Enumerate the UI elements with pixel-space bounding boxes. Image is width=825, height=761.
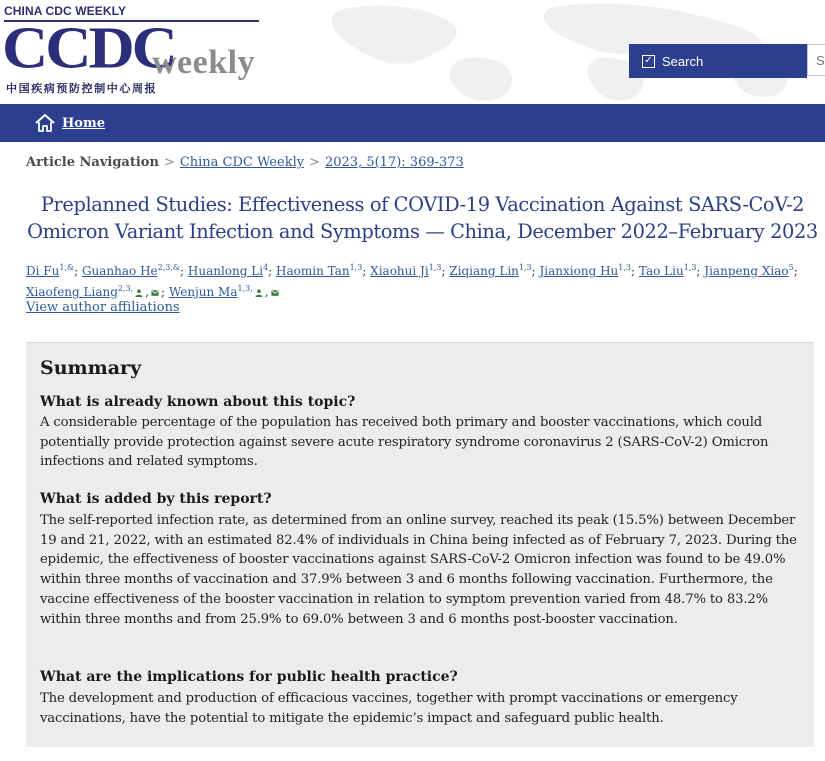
breadcrumb-link-issue[interactable]: 2023, 5(17): 369-373 (324, 155, 464, 170)
nav-home-link[interactable] (34, 113, 105, 133)
article-title (20, 191, 825, 245)
author-link[interactable]: Guanhao He (81, 264, 158, 278)
author-affiliation-sup: 5 (788, 263, 794, 272)
home-icon (34, 113, 56, 133)
author-link[interactable]: Tao Liu (638, 264, 684, 278)
author-list: Di $Fu^{1,\&}$; Guanhao $He^{2,3,\&}$; Huanlong Li$^4$; Haomin Tan$^{1,3}$; Xiaohui Ji$^{1,3}$; Ziqiang Lin$^{1,3}$; Jianxiong Hu$^{1,3}$; Tao Liu$^{1,3}$; Jianpeng Xiao$^5$; Xiaofeng Liang$^{2,3,}$ , ; Wenjun $Ma^{1,3,}$ , (26, 263, 798, 299)
author-affiliation-sup: 1,3, (237, 284, 253, 293)
author-link[interactable]: Huanlong Li (187, 264, 264, 278)
author-affiliation-sup: 2,3, (117, 284, 134, 293)
logo-chinese-name: 中国疾病预防控制中心周报 (6, 82, 158, 95)
summary-heading: Summary (40, 357, 142, 379)
author-affiliation-sup: 1,3 (349, 263, 363, 272)
breadcrumb-link-journal[interactable]: China CDC Weekly (179, 155, 305, 170)
main-navbar (0, 104, 825, 142)
logo-suffix[interactable]: weekly (152, 44, 256, 81)
person-icon[interactable] (255, 289, 263, 297)
view-affiliations-link[interactable]: View author affiliations (26, 300, 180, 315)
breadcrumb-title: Article Navigation (26, 155, 159, 170)
summary-answer-known: A considerable percentage of the population has received both primary and booster vaccinations, which could potentially provide protection against severe acute respiratory syndrome coronavirus 2 (SARS-CoV-2) Omicron infections and related symptoms. (40, 415, 769, 470)
site-header (0, 0, 825, 104)
summary-answer-added: The self-reported infection rate, as determined from an online survey, reached its peak (15.5%) between December 19 and 21, 2022, with an estimated 82.4% of individuals in China being infected as of February 7, 2023. During the epidemic, the effectiveness of booster vaccinations against SARS-CoV-2 Omicron infection was found to be 49.0% within three months of vaccination and 37.9% between 3 and 6 months following vaccination. Furthermore, the vaccine effectiveness of the booster vaccination in relation to symptom prevention varied from 48.7% to 83.2% within three months and from 25.9% to 69.0% between 3 and 6 months post-booster vaccination. (40, 513, 797, 627)
author-link[interactable]: Haomin Tan (276, 264, 350, 278)
author-affiliation-sup: 1,3 (518, 263, 532, 272)
author-link[interactable]: Jianpeng Xiao (704, 264, 789, 278)
author-affiliation-sup: 1,3 (618, 263, 632, 272)
summary-box (26, 342, 814, 747)
home-label: Home (62, 115, 105, 131)
author-affiliation-sup: 1,3 (683, 263, 697, 272)
summary-answer-implications: The development and production of efficacious vaccines, together with prompt vaccinations or emergency vaccinations, have the potential to mitigate the epidemic’s impact and safeguard public health. (40, 691, 738, 726)
summary-question-known: What is already known about this topic? (40, 394, 356, 410)
author-link[interactable]: Xiaohui Ji (370, 264, 429, 278)
article-title-line2: Omicron Variant Infection and Symptoms — China, December 2022–February 2023 (27, 220, 818, 243)
search-button[interactable] (629, 44, 807, 78)
email-icon[interactable] (271, 289, 279, 297)
breadcrumb-separator: > (309, 155, 320, 170)
summary-question-added: What is added by this report? (40, 491, 272, 507)
article-title-line1: Preplanned Studies: Effectiveness of COVID-19 Vaccination Against SARS-CoV-2 (40, 193, 805, 216)
breadcrumb-separator: > (163, 155, 175, 170)
author-affiliation-sup: 1,3 (428, 263, 442, 272)
author-link[interactable]: Di Fu (26, 264, 60, 278)
author-affiliation-sup: 2,3,& (157, 263, 181, 272)
author-link[interactable]: Wenjun Ma (168, 285, 238, 299)
email-icon[interactable] (151, 289, 159, 297)
search-input[interactable]: S (807, 44, 825, 76)
author-link[interactable]: Jianxiong Hu (539, 264, 619, 278)
author-link[interactable]: Xiaofeng Liang (26, 285, 118, 299)
author-link[interactable]: Ziqiang Lin (449, 264, 519, 278)
author-affiliation-sup: 1,& (59, 263, 75, 272)
checkbox-icon[interactable]: ✓ (642, 55, 655, 68)
journal-label: CHINA CDC WEEKLY (4, 4, 127, 18)
breadcrumb (26, 155, 464, 170)
logo-main[interactable]: CCDC (2, 15, 175, 81)
search-button-label: Search (662, 53, 704, 69)
summary-question-implications: What are the implications for public health practice? (40, 669, 458, 685)
author-affiliation-sup: 4 (263, 263, 269, 272)
person-icon[interactable] (135, 289, 143, 297)
